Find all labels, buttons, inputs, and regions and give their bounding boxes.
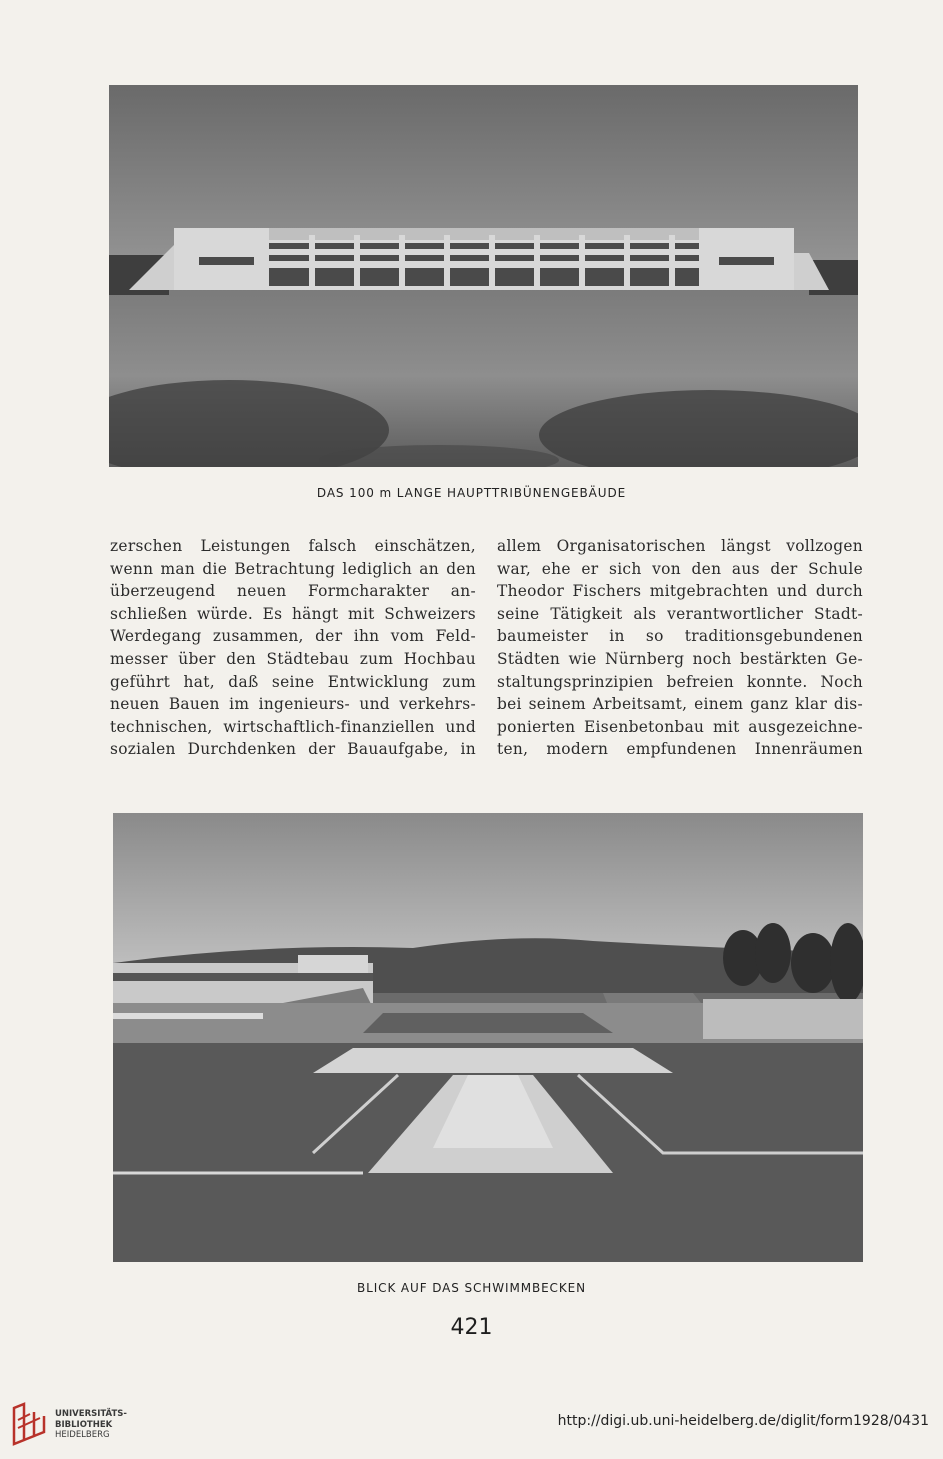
text-line: bei seinem Arbeitsamt, einem ganz klar dis- [497, 695, 863, 714]
grandstand-illustration [109, 85, 858, 467]
text-line: geführt hat, daß seine Entwicklung zum [110, 672, 476, 691]
page-number: 421 [450, 1315, 493, 1340]
text-column-right [497, 535, 863, 761]
grandstand-caption: DAS 100 m LANGE HAUPTTRIBÜNENGEBÄUDE [316, 486, 627, 500]
logo-line: BIBLIOTHEK [55, 1419, 113, 1430]
text-line: staltungsprinzipien befreien konnte. Noch [497, 672, 863, 691]
text-line: war, ehe er sich von den aus der Schule [497, 559, 863, 578]
text-line: wenn man die Betrachtung lediglich an den [110, 559, 476, 578]
text-line: Theodor Fischers mitgebrachten und durch [497, 582, 863, 601]
text-line: zerschen Leistungen falsch einschätzen, [110, 537, 476, 555]
swimming-pool-caption: BLICK AUF DAS SCHWIMMBECKEN [357, 1281, 586, 1295]
text-line: messer über den Städtebau zum Hochbau [110, 649, 476, 668]
text-line: baumeister in so traditionsgebundenen [497, 627, 863, 646]
text-line: schließen würde. Es hängt mit Schweizers [110, 604, 476, 623]
library-logo-text [55, 1409, 127, 1441]
swimming-pool-photo [113, 813, 863, 1262]
logo-line: UNIVERSITÄTS- [55, 1409, 127, 1419]
text-line: technischen, wirtschaftlich-finanziellen und [110, 717, 476, 736]
text-line: allem Organisatorischen längst vollzogen [497, 537, 863, 555]
text-line: sozialen Durchdenken der Bauaufgabe, in [110, 740, 476, 759]
source-url-link[interactable]: http://digi.ub.uni-heidelberg.de/diglit/form1928/0431 [557, 1413, 929, 1429]
text-column-left [110, 535, 476, 761]
text-line: seine Tätigkeit als verantwortlicher Stadt- [497, 604, 863, 623]
logo-line: HEIDELBERG [55, 1430, 110, 1440]
text-line: neuen Bauen im ingenieurs- und verkehrs- [110, 695, 476, 714]
text-line: überzeugend neuen Formcharakter an- [110, 582, 476, 601]
text-line: Städten wie Nürnberg noch bestärkten Ge- [497, 649, 863, 668]
swimming-pool-illustration [113, 813, 863, 1262]
text-line: Werdegang zusammen, der ihn vom Feld- [110, 627, 476, 646]
text-line: ponierten Eisenbetonbau mit ausgezeichne- [497, 717, 863, 736]
grandstand-photo [109, 85, 858, 467]
library-logo-icon [10, 1400, 55, 1448]
text-line: ten, modern empfundenen Innenräumen [497, 740, 863, 759]
